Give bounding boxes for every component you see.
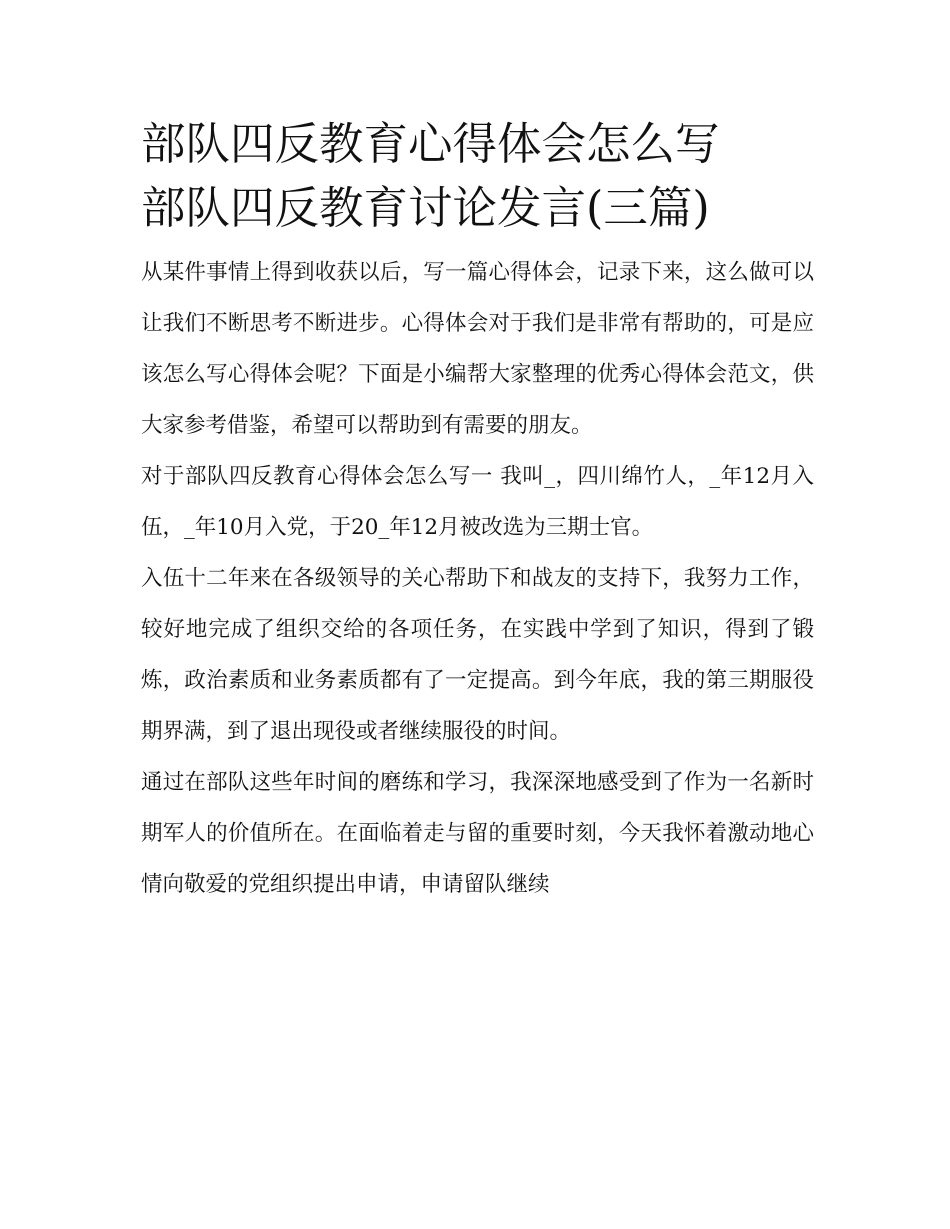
intro-paragraph: 从某件事情上得到收获以后，写一篇心得体会，记录下来，这么做可以让我们不断思考不断进步。心得体会对于我们是非常有帮助的，可是应该怎么写心得体会呢？下面是小编帮大家整理的优秀心得体会范文，供大家参考借鉴，希望可以帮助到有需要的朋友。	[141, 260, 814, 438]
document-title	[141, 113, 814, 241]
title-line-1: 部队四反教育心得体会怎么写	[141, 119, 720, 170]
paragraph-reflection: 通过在部队这些年时间的磨练和学习，我深深地感受到了作为一名新时期军人的价值所在。在面临着走与留的重要时刻，今天我怀着激动地心情向敬爱的党组织提出申请，申请留队继续	[141, 770, 814, 897]
document-body	[141, 113, 814, 910]
title-line-2: 部队四反教育讨论发言(三篇)	[141, 183, 710, 234]
paragraph-service-record: 入伍十二年来在各级领导的关心帮助下和战友的支持下，我努力工作，较好地完成了组织交给的各项任务，在实践中学到了知识，得到了锻炼，政治素质和业务素质都有了一定提高。到今年底，我的第三期服役期界满，到了退出现役或者继续服役的时间。	[141, 566, 814, 744]
paragraph-self-introduction: 对于部队四反教育心得体会怎么写一 我叫_，四川绵竹人，_年12月入伍，_年10月入党，于20_年12月被改选为三期士官。	[141, 464, 814, 540]
